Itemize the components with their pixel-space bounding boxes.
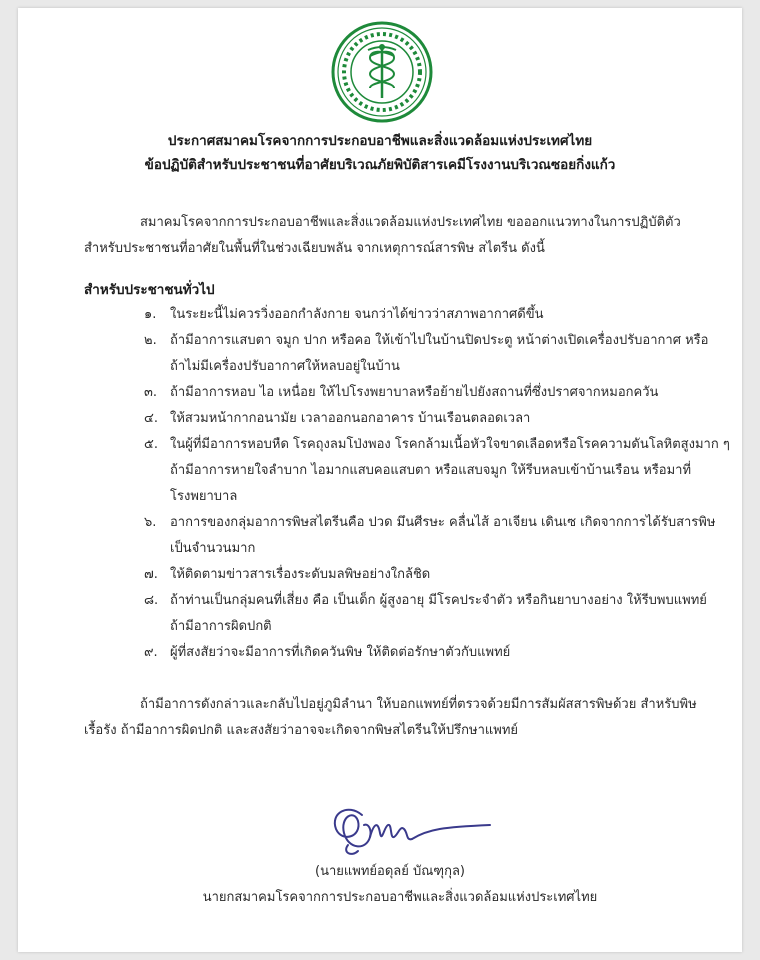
signatory-position: นายกสมาคมโรคจากการประกอบอาชีพและสิ่งแวดล้อมแห่งประเทศไทย	[202, 890, 598, 905]
association-seal-icon	[330, 20, 434, 124]
closing-line-1: ถ้ามีอาการดังกล่าวและกลับไปอยู่ภูมิลำนา ให้บอกแพทย์ที่ตรวจด้วยมีการสัมผัสสารพิษด้วย สำหรับพิษ	[140, 697, 697, 712]
announcement-title: ประกาศสมาคมโรคจากการประกอบอาชีพและสิ่งแวดล้อมแห่งประเทศไทย	[167, 133, 593, 149]
list-item	[84, 328, 709, 380]
item-number: ๔.	[144, 411, 158, 426]
item-text: ถ้าท่านเป็นกลุ่มคนที่เสี่ยง คือ เป็นเด็ก ผู้สูงอายุ มีโรคประจำตัว หรือกินยาบางอย่าง ให้รีบพบแพทย์	[170, 593, 707, 608]
item-text: โรงพยาบาล	[170, 489, 238, 504]
item-text: ถ้ามีอาการหายใจลำบาก ไอมากแสบคอแสบตา หรือแสบจมูก ให้รีบหลบเข้าบ้านเรือน หรือมาที่	[170, 463, 692, 478]
item-text: ในระยะนี้ไม่ควรวิ่งออกกำลังกาย จนกว่าได้ข่าวว่าสภาพอากาศดีขึ้น	[170, 307, 544, 322]
item-number: ๑.	[144, 307, 157, 322]
item-text: ให้ติดตามข่าวสารเรื่องระดับมลพิษอย่างใกล้ชิด	[170, 567, 431, 582]
item-text: ถ้าไม่มีเครื่องปรับอากาศให้หลบอยู่ในบ้าน	[170, 359, 400, 374]
item-text: ถ้ามีอาการผิดปกติ	[170, 619, 272, 634]
list-item	[84, 432, 730, 510]
item-text: อาการของกลุ่มอาการพิษสไตรีนคือ ปวด มึนศีรษะ คลื่นไส้ อาเจียน เดินเซ เกิดจากการได้รับสารพิษ	[170, 515, 716, 530]
item-number: ๗.	[144, 567, 158, 582]
section-heading: สำหรับประชาชนทั่วไป	[84, 282, 215, 298]
list-item	[84, 406, 704, 432]
item-number: ๒.	[144, 333, 157, 348]
item-text: ถ้ามีอาการแสบตา จมูก ปาก หรือคอ ให้เข้าไปในบ้านปิดประตู หน้าต่างเปิดเครื่องปรับอากาศ หรือ	[170, 333, 709, 348]
closing-line-2: เรื้อรัง ถ้ามีอาการผิดปกติ และสงสัยว่าอาจจะเกิดจากพิษสไตรีนให้ปรึกษาแพทย์	[84, 723, 519, 738]
item-text: ถ้ามีอาการหอบ ไอ เหนื่อย ให้ไปโรงพยาบาลหรือย้ายไปยังสถานที่ซึ่งปราศจากหมอกควัน	[170, 385, 659, 400]
item-number: ๘.	[144, 593, 159, 608]
list-item	[84, 510, 716, 562]
guideline-list	[84, 302, 730, 666]
list-item	[84, 380, 704, 406]
item-number: ๖.	[144, 515, 157, 530]
item-text: ในผู้ที่มีอาการหอบหืด โรคถุงลมโป่งพอง โรคกล้ามเนื้อหัวใจขาดเลือดหรือโรคความดันโลหิตสูงมาก ๆ	[170, 437, 730, 452]
item-text: เป็นจำนวนมาก	[170, 541, 256, 556]
signature-image	[318, 793, 498, 863]
item-text: ให้สวมหน้ากากอนามัย เวลาออกนอกอาคาร บ้านเรือนตลอดเวลา	[170, 411, 531, 426]
list-item	[84, 588, 707, 640]
intro-line-1: สมาคมโรคจากการประกอบอาชีพและสิ่งแวดล้อมแห่งประเทศไทย ขอออกแนวทางในการปฏิบัติตัว	[140, 215, 681, 230]
item-number: ๕.	[144, 437, 158, 452]
item-number: ๓.	[144, 385, 158, 400]
intro-line-2: สำหรับประชาชนที่อาศัยในพื้นที่ในช่วงเฉียบพลัน จากเหตุการณ์สารพิษ สไตรีน ดังนี้	[84, 241, 545, 256]
signatory-name: (นายแพทย์อดุลย์ บัณฑุกุล)	[315, 864, 465, 879]
list-item	[84, 562, 704, 588]
document-page	[18, 8, 742, 952]
announcement-subtitle: ข้อปฏิบัติสำหรับประชาชนที่อาศัยบริเวณภัยพิบัติสารเคมีโรงงานบริเวณซอยกิ่งแก้ว	[144, 157, 616, 173]
item-text: ผู้ที่สงสัยว่าจะมีอาการที่เกิดควันพิษ ให้ติดต่อรักษาตัวกับแพทย์	[170, 645, 511, 660]
item-number: ๙.	[144, 645, 158, 660]
list-item	[84, 640, 704, 666]
list-item	[84, 302, 704, 328]
